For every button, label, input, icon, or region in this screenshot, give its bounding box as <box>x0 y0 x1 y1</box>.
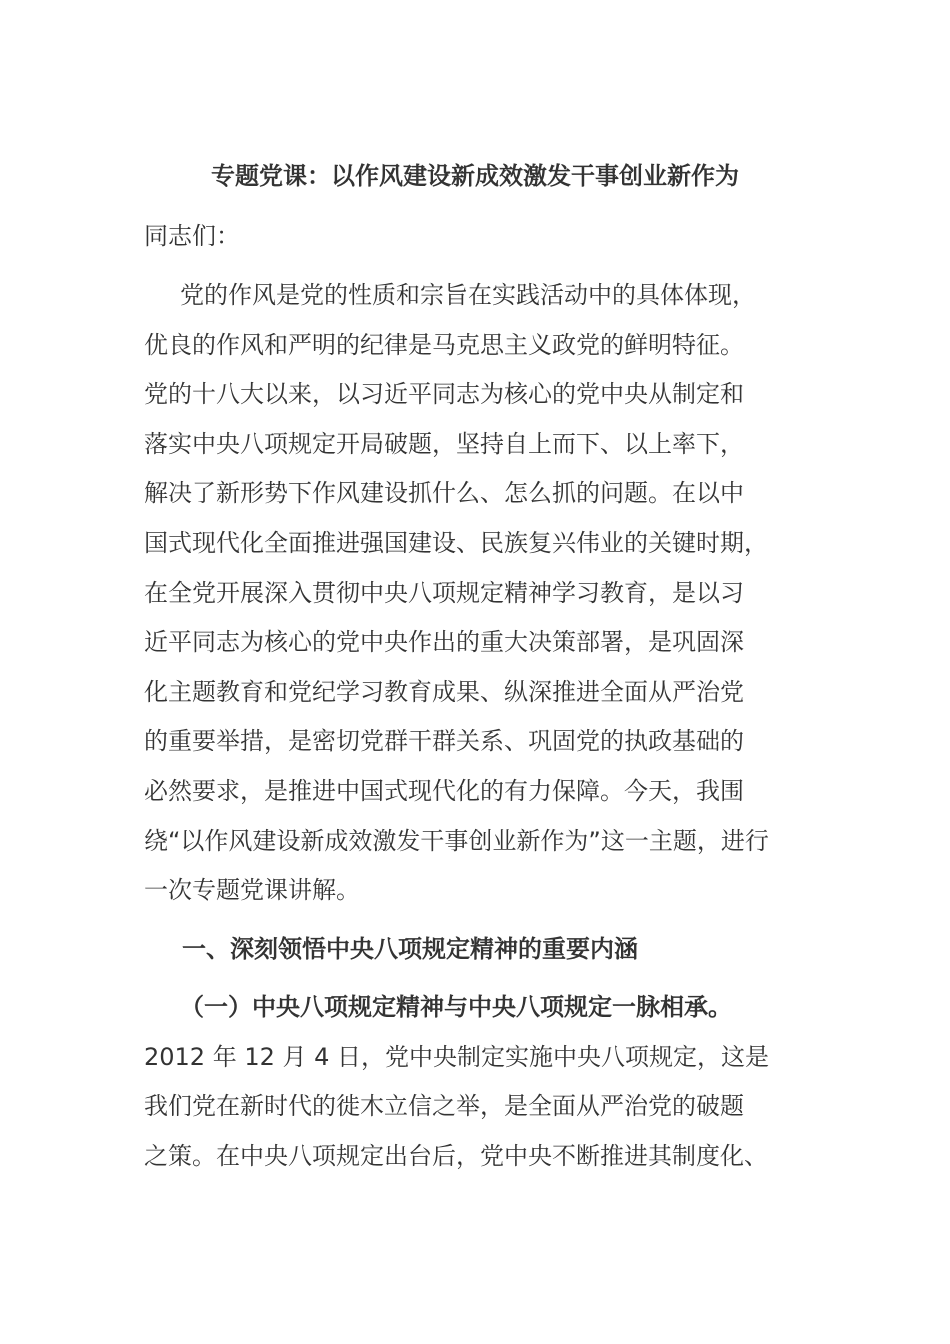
paragraph-line: 之策。在中央八项规定出台后，党中央不断推进其制度化、 <box>144 1142 768 1170</box>
paragraph-line: 在全党开展深入贯彻中央八项规定精神学习教育，是以习 <box>144 579 744 607</box>
subsection-heading: （一）中央八项规定精神与中央八项规定一脉相承。 <box>180 993 732 1021</box>
paragraph-line: 的重要举措，是密切党群干群关系、巩固党的执政基础的 <box>144 727 744 755</box>
salutation: 同志们： <box>144 222 240 250</box>
paragraph-line: 落实中央八项规定开局破题，坚持自上而下、以上率下， <box>144 430 744 458</box>
section-heading: 一、深刻领悟中央八项规定精神的重要内涵 <box>182 935 638 963</box>
paragraph-line: 解决了新形势下作风建设抓什么、怎么抓的问题。在以中 <box>144 479 744 507</box>
paragraph-line: 我们党在新时代的徙木立信之举，是全面从严治党的破题 <box>144 1092 744 1120</box>
paragraph-line: 化主题教育和党纪学习教育成果、纵深推进全面从严治党 <box>144 678 744 706</box>
paragraph-line: 必然要求，是推进中国式现代化的有力保障。今天，我围 <box>144 777 744 805</box>
paragraph-line: 党的十八大以来，以习近平同志为核心的党中央从制定和 <box>144 380 744 408</box>
paragraph-line: 绕“以作风建设新成效激发干事创业新作为”这一主题，进行 <box>144 827 769 855</box>
paragraph-line: 2012 年 12 月 4 日，党中央制定实施中央八项规定，这是 <box>144 1043 770 1071</box>
paragraph-line: 国式现代化全面推进强国建设、民族复兴伟业的关键时期， <box>144 529 768 557</box>
document-title: 专题党课：以作风建设新成效激发干事创业新作为 <box>211 162 739 190</box>
paragraph-line: 一次专题党课讲解。 <box>144 876 360 904</box>
paragraph-line: 党的作风是党的性质和宗旨在实践活动中的具体体现， <box>180 281 756 309</box>
paragraph-line: 优良的作风和严明的纪律是马克思主义政党的鲜明特征。 <box>144 331 744 359</box>
paragraph-line: 近平同志为核心的党中央作出的重大决策部署，是巩固深 <box>144 628 744 656</box>
